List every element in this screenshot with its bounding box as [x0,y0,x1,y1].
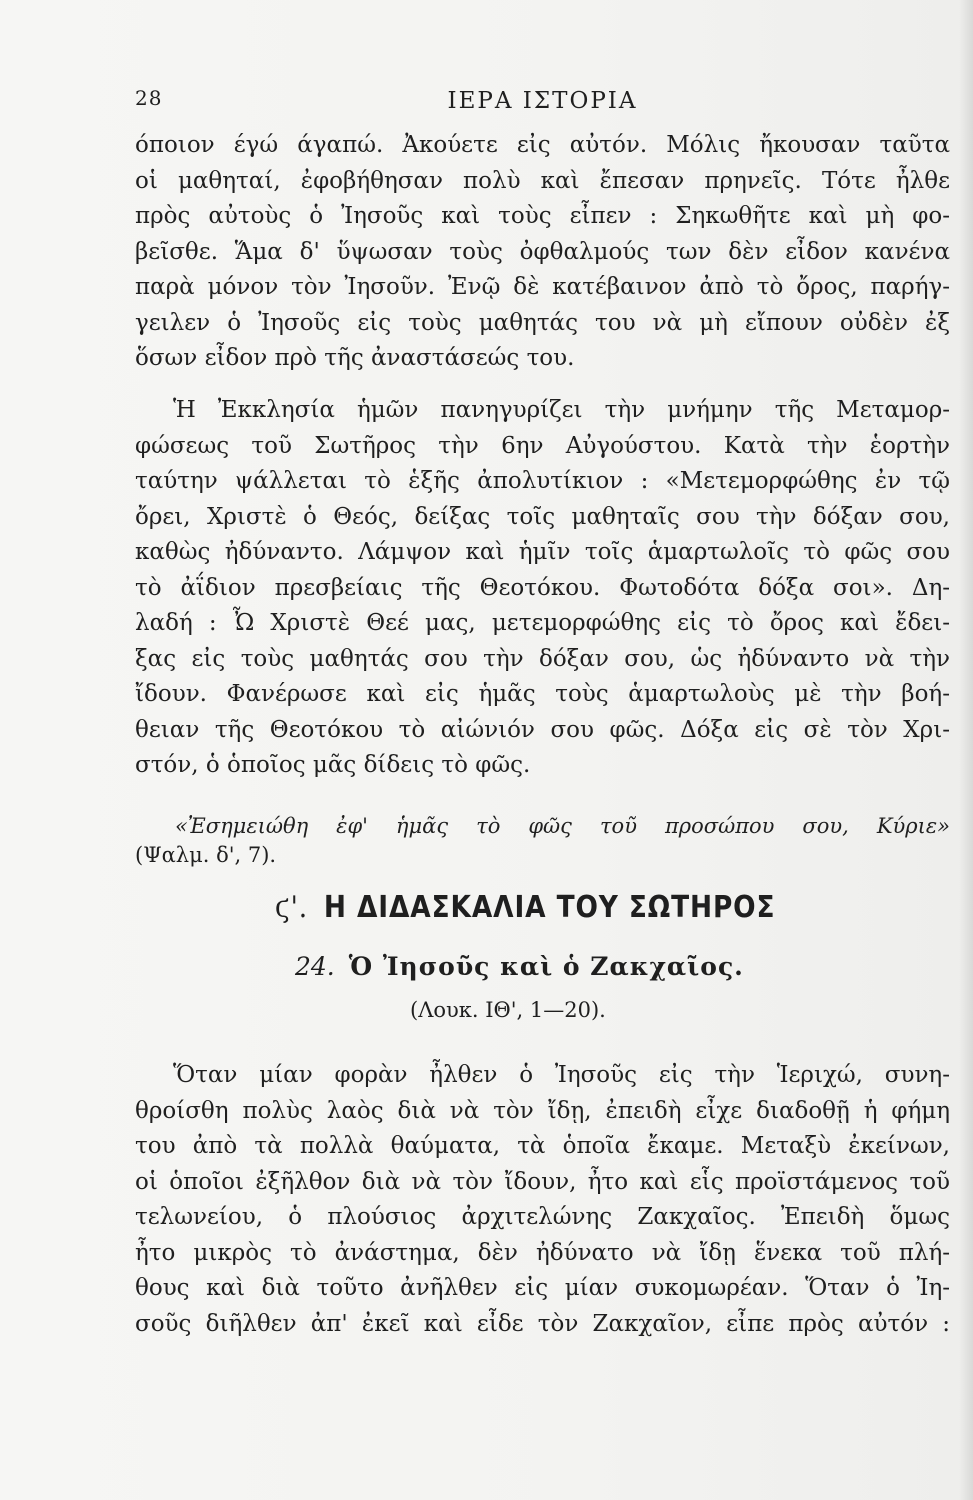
text-line: θους καὶ διὰ τοῦτο ἀνῆλθεν εἰς μίαν συκομωρέαν. Ὅταν ὁ Ἰη- [135,1275,950,1301]
text-line: θειαν τῆς Θεοτόκου τὸ αἰώνιόν σου φῶς. Δόξα εἰς σὲ τὸν Χρι- [135,716,950,743]
paragraph-zacchaeus [135,1058,950,1342]
text-line: τελωνείου, ὁ πλούσιος ἀρχιτελώνης Ζακχαῖος. Ἐπειδὴ ὅμως [135,1204,950,1230]
text-line: φώσεως τοῦ Σωτῆρος τὴν 6ην Αὐγούστου. Κατὰ τὴν ἑορτὴν [135,432,950,459]
page-number: 28 [135,86,163,110]
text-line: ὅσων εἶδον πρὸ τῆς ἀναστάσεώς του. [135,345,575,371]
text-line: παρὰ μόνον τὸν Ἰησοῦν. Ἐνῷ δὲ κατέβαινον ἀπὸ τὸ ὄρος, παρήγ- [135,274,950,300]
text-line: θροίσθη πολὺς λαὸς διὰ νὰ τὸν ἴδῃ, ἐπειδὴ εἶχε διαδοθῇ ἡ φήμη [135,1097,950,1124]
text-line: Ὅταν μίαν φορὰν ἦλθεν ὁ Ἰησοῦς εἰς τὴν Ἱεριχώ, συνη- [173,1062,950,1088]
story-heading [295,952,855,981]
page-edge-shadow [959,0,973,1500]
section-heading [275,890,821,940]
text-line: του ἀπὸ τὰ πολλὰ θαύματα, τὰ ὁποῖα ἔκαμε. Μεταξὺ ἐκείνων, [135,1133,950,1159]
text-line: οἱ ὁποῖοι ἐξῆλθον διὰ νὰ τὸν ἴδουν, ἦτο καὶ εἷς προϊστάμενος τοῦ [135,1168,950,1195]
text-line: τὸ ἀΐδιον πρεσβείαις τῆς Θεοτόκου. Φωτοδότα δόξα σοι». Δη- [135,574,950,601]
section-title: Η ΔΙΔΑΣΚΑΛΙΑ ΤΟΥ ΣΩΤΗΡΟΣ [323,890,776,925]
text-line: βεῖσθε. Ἅμα δ' ὕψωσαν τοὺς ὀφθαλμούς των δὲν εἶδον κανένα [135,238,950,265]
story-title: Ὁ Ἰησοῦς καὶ ὁ Ζακχαῖος. [348,952,744,981]
text-line: σοῦς διῆλθεν ἀπ' ἐκεῖ καὶ εἶδε τὸν Ζακχαῖον, εἶπε πρὸς αὐτόν : [135,1310,950,1337]
quote-reference: (Ψαλμ. δ', 7). [135,843,277,867]
text-line: ξας εἰς τοὺς μαθητάς σου τὴν δόξαν σου, ὡς ἠδύναντο νὰ τὴν [135,645,950,672]
section-number: ϛ'. [275,890,309,925]
text-line: ταύτην ψάλλεται τὸ ἑξῆς ἀπολυτίκιον : «Μετεμορφώθης ἐν τῷ [135,468,950,494]
running-title: ΙΕΡΑ ΙΣΤΟΡΙΑ [447,88,638,114]
paragraph-transfiguration-narrative [135,128,950,377]
story-number: 24. [295,952,335,981]
paragraph-feast-of-transfiguration [135,393,950,784]
text-line: όποιον έγώ άγαπώ. Ἀκούετε εἰς αὐτόν. Μόλις ἤκουσαν ταῦτα [135,132,950,158]
text-line: Ἡ Ἐκκλησία ἡμῶν πανηγυρίζει τὴν μνήμην τῆς Μεταμορ- [173,397,950,423]
page-header [135,80,950,120]
quote-text: «Ἐσημειώθη ἐφ' ἡμᾶς τὸ φῶς τοῦ προσώπου σου, Κύριε» [175,814,950,838]
text-line: οἱ μαθηταί, ἐφοβήθησαν πολὺ καὶ ἔπεσαν πρηνεῖς. Τότε ἦλθε [135,167,950,194]
text-line: καθὼς ἠδύναντο. Λάμψον καὶ ἡμῖν τοῖς ἁμαρτωλοῖς τὸ φῶς σου [135,539,950,565]
psalm-quote [135,812,950,870]
text-line: ὄρει, Χριστὲ ὁ Θεός, δείξας τοῖς μαθηταῖς σου τὴν δόξαν σου, [135,503,950,530]
text-line: ἴδουν. Φανέρωσε καὶ εἰς ἡμᾶς τοὺς ἁμαρτωλοὺς μὲ τὴν βοή- [135,681,950,707]
text-line: πρὸς αὐτοὺς ὁ Ἰησοῦς καὶ τοὺς εἶπεν : Σηκωθῆτε καὶ μὴ φο- [135,203,950,229]
text-line: γειλεν ὁ Ἰησοῦς εἰς τοὺς μαθητάς του νὰ μὴ εἴπουν οὐδὲν ἐξ [135,309,950,336]
text-line: στόν, ὁ ὁποῖος μᾶς δίδεις τὸ φῶς. [135,752,531,778]
text-line: ἦτο μικρὸς τὸ ἀνάστημα, δὲν ἠδύνατο νὰ ἴδῃ ἕνεκα τοῦ πλή- [135,1239,950,1266]
text-line: λαδή : Ὦ Χριστὲ Θεέ μας, μετεμορφώθης εἰς τὸ ὄρος καὶ ἔδει- [135,610,950,636]
scripture-reference: (Λουκ. ΙΘ', 1—20). [410,998,606,1022]
